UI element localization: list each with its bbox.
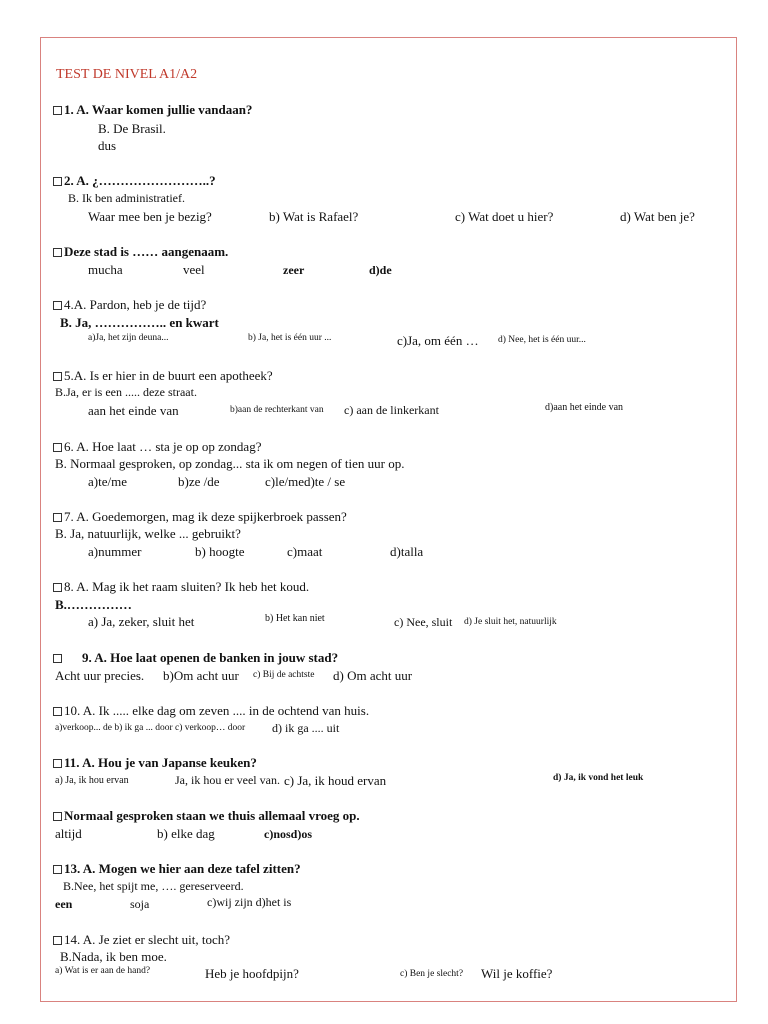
question-4 (53, 298, 206, 311)
q7-answer-b: B. Ja, natuurlijk, welke ... gebruikt? (55, 526, 241, 541)
question-7-text: 7. A. Goedemorgen, mag ik deze spijkerbroek passen? (64, 509, 347, 524)
q4-option-a: a)Ja, het zijn deuna... (88, 333, 169, 343)
checkbox-icon (53, 106, 62, 115)
q14-answer-b: B.Nada, ik ben moe. (60, 949, 167, 964)
question-9 (53, 651, 338, 664)
q5-option-b: b)aan de rechterkant van (230, 405, 324, 415)
q12-option-b: b) elke dag (157, 826, 215, 841)
q2-option-c: c) Wat doet u hier? (455, 209, 554, 224)
q13-option-b: soja (130, 897, 150, 911)
question-12-text: Normaal gesproken staan we thuis allemaal vroeg op. (64, 808, 360, 823)
q7-option-b: b) hoogte (195, 544, 245, 559)
q13-option-cd: c)wij zijn d)het is (207, 895, 292, 909)
q11-option-c: c) Ja, ik houd ervan (284, 773, 387, 788)
q7-option-c: c)maat (287, 544, 323, 559)
question-13-text: 13. A. Mogen we hier aan deze tafel zitten? (64, 861, 301, 876)
question-4-text: 4.A. Pardon, heb je de tijd? (64, 297, 207, 312)
checkbox-icon (53, 443, 62, 452)
q6-answer-b: B. Normaal gesproken, op zondag... sta ik om negen of tien uur op. (55, 456, 405, 471)
q14-option-b: Heb je hoofdpijn? (205, 966, 299, 981)
checkbox-icon (53, 583, 62, 592)
q6-option-a: a)te/me (88, 474, 127, 489)
q14-option-c: c) Ben je slecht? (400, 969, 464, 979)
q4-answer-b: B. Ja, …………….. en kwart (60, 315, 219, 330)
question-3-text: Deze stad is …… aangenaam. (64, 244, 229, 259)
q13-answer-b: B.Nee, het spijt me, …. gereserveerd. (63, 879, 244, 893)
q11-option-a: a) Ja, ik hou ervan (55, 775, 129, 786)
q2-option-b: b) Wat is Rafael? (269, 209, 359, 224)
checkbox-icon (53, 759, 62, 768)
q8-option-a: a) Ja, zeker, sluit het (88, 614, 195, 629)
q6-option-cd: c)le/med)te / se (265, 474, 346, 489)
q7-option-a: a)nummer (88, 544, 142, 559)
q7-option-d: d)talla (390, 544, 424, 559)
question-11-text: 11. A. Hou je van Japanse keuken? (64, 755, 257, 770)
question-5 (53, 369, 273, 382)
question-13 (53, 862, 301, 875)
checkbox-icon (53, 372, 62, 381)
question-14 (53, 933, 230, 946)
q10-option-d: d) ik ga .... uit (272, 721, 340, 735)
q11-option-d: d) Ja, ik vond het leuk (553, 773, 644, 783)
question-1-text: 1. A. Waar komen jullie vandaan? (64, 102, 253, 117)
q1-answer-line-2: dus (98, 138, 117, 153)
question-2-text: 2. A. ¿……………………..? (64, 173, 216, 188)
question-6 (53, 440, 261, 453)
question-1 (53, 103, 252, 116)
q8-option-c: c) Nee, sluit (394, 615, 453, 629)
checkbox-icon (53, 301, 62, 310)
q12-option-cd: c)nosd)os (264, 827, 313, 841)
test-title: TEST DE NIVEL A1/A2 (56, 67, 198, 82)
q3-option-a: mucha (88, 262, 123, 277)
question-10 (53, 704, 369, 717)
q2-answer-b: B. Ik ben administratief. (68, 191, 185, 205)
q5-option-d: d)aan het einde van (545, 402, 624, 413)
question-9-text: 9. A. Hoe laat openen de banken in jouw stad? (82, 650, 339, 665)
q2-option-d: d) Wat ben je? (620, 209, 695, 224)
question-6-text: 6. A. Hoe laat … sta je op op zondag? (64, 439, 262, 454)
q9-option-b: b)Om acht uur (163, 668, 239, 683)
q2-option-a: Waar mee ben je bezig? (88, 209, 212, 224)
q4-option-b: b) Ja, het is één uur ... (248, 333, 332, 343)
question-14-text: 14. A. Je ziet er slecht uit, toch? (64, 932, 231, 947)
q10-options-abc: a)verkoop... de b) ik ga ... door c) verkoop… door (55, 723, 246, 733)
q12-option-a: altijd (55, 826, 82, 841)
question-2 (53, 174, 216, 187)
q13-option-a: een (55, 897, 73, 911)
question-8 (53, 580, 309, 593)
q9-option-c: c) Bij de achtste (253, 670, 315, 680)
checkbox-icon (53, 707, 62, 716)
q11-option-b: Ja, ik hou er veel van. (175, 773, 280, 787)
q3-option-c: zeer (283, 263, 305, 277)
checkbox-icon (53, 177, 62, 186)
q9-option-a: Acht uur precies. (55, 668, 145, 683)
q5-option-a: aan het einde van (88, 403, 179, 418)
question-7 (53, 510, 347, 523)
checkbox-icon (53, 865, 62, 874)
question-12 (53, 809, 360, 822)
checkbox-icon (53, 812, 62, 821)
checkbox-icon (53, 936, 62, 945)
q9-option-d: d) Om acht uur (333, 668, 413, 683)
q3-option-d: d)de (369, 263, 392, 277)
checkbox-icon (53, 654, 62, 663)
question-3 (53, 245, 228, 258)
question-11 (53, 756, 257, 769)
question-8-text: 8. A. Mag ik het raam sluiten? Ik heb het koud. (64, 579, 310, 594)
q8-option-b: b) Het kan niet (265, 613, 325, 624)
q8-answer-b: B.…………… (55, 597, 132, 612)
q14-option-d: Wil je koffie? (481, 966, 553, 981)
q5-option-c: c) aan de linkerkant (344, 403, 439, 417)
q1-answer-line-1: B. De Brasil. (98, 121, 166, 136)
q8-option-d: d) Je sluit het, natuurlijk (464, 617, 557, 627)
q14-option-a: a) Wat is er aan de hand? (55, 966, 151, 976)
checkbox-icon (53, 248, 62, 257)
checkbox-icon (53, 513, 62, 522)
q3-option-b: veel (183, 262, 205, 277)
q5-answer-b: B.Ja, er is een ..... deze straat. (55, 385, 197, 399)
question-10-text: 10. A. Ik ..... elke dag om zeven .... in de ochtend van huis. (64, 703, 370, 718)
q4-option-c: c)Ja, om één … (397, 333, 479, 348)
q4-option-d: d) Nee, het is één uur... (498, 335, 586, 345)
q6-option-b: b)ze /de (178, 474, 220, 489)
question-5-text: 5.A. Is er hier in de buurt een apotheek? (64, 368, 273, 383)
